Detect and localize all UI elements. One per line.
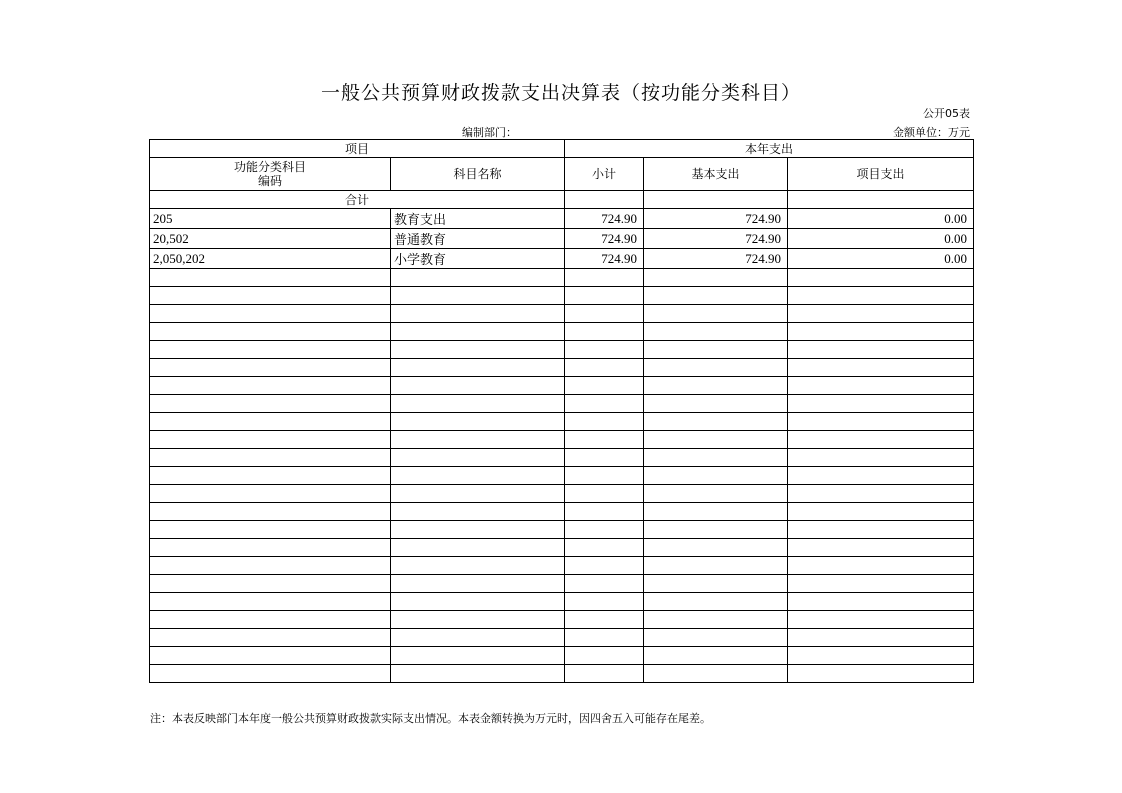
empty-cell (150, 377, 391, 395)
empty-cell (788, 395, 974, 413)
cell-subtotal: 724.90 (565, 249, 644, 269)
table-row (150, 249, 974, 269)
empty-cell (150, 593, 391, 611)
cell-code: 20,502 (150, 229, 391, 249)
empty-cell (788, 359, 974, 377)
empty-cell (788, 431, 974, 449)
page-title: 一般公共预算财政拨款支出决算表（按功能分类科目） (320, 82, 801, 104)
cell-project: 0.00 (788, 209, 974, 229)
empty-cell (644, 467, 788, 485)
empty-row (150, 629, 974, 647)
header-project: 项目支出 (788, 158, 974, 191)
empty-cell (150, 287, 391, 305)
empty-row (150, 593, 974, 611)
empty-cell (565, 611, 644, 629)
empty-cell (150, 449, 391, 467)
empty-cell (644, 485, 788, 503)
empty-cell (391, 431, 565, 449)
header-row-columns (150, 158, 974, 191)
empty-cell (788, 593, 974, 611)
empty-row (150, 431, 974, 449)
footnote: 注：本表反映部门本年度一般公共预算财政拨款实际支出情况。本表金额转换为万元时，因四舍五入可能存在尾差。 (150, 713, 711, 725)
empty-cell (565, 665, 644, 683)
empty-cell (565, 593, 644, 611)
empty-cell (565, 431, 644, 449)
empty-cell (565, 503, 644, 521)
empty-cell (644, 629, 788, 647)
empty-cell (644, 449, 788, 467)
expense-table (149, 139, 974, 683)
empty-cell (788, 467, 974, 485)
cell-project: 0.00 (788, 229, 974, 249)
table-row (150, 229, 974, 249)
empty-cell (150, 485, 391, 503)
empty-cell (565, 413, 644, 431)
empty-row (150, 575, 974, 593)
empty-cell (644, 665, 788, 683)
empty-cell (391, 395, 565, 413)
empty-cell (150, 629, 391, 647)
empty-cell (150, 557, 391, 575)
empty-cell (150, 269, 391, 287)
header-row-group (150, 140, 974, 158)
cell-code: 205 (150, 209, 391, 229)
empty-cell (150, 359, 391, 377)
empty-cell (391, 269, 565, 287)
total-subtotal (565, 191, 644, 209)
empty-row (150, 269, 974, 287)
empty-cell (391, 593, 565, 611)
empty-cell (788, 323, 974, 341)
empty-cell (391, 575, 565, 593)
empty-cell (150, 467, 391, 485)
empty-cell (788, 413, 974, 431)
header-code (150, 158, 391, 191)
empty-row (150, 287, 974, 305)
department-label: 编制部门： (462, 126, 517, 139)
cell-code: 2,050,202 (150, 249, 391, 269)
cell-basic: 724.90 (644, 209, 788, 229)
empty-row (150, 647, 974, 665)
empty-cell (391, 485, 565, 503)
empty-cell (565, 359, 644, 377)
empty-cell (644, 575, 788, 593)
empty-cell (565, 323, 644, 341)
form-number: 公开05表 (923, 107, 970, 120)
empty-cell (391, 323, 565, 341)
empty-cell (644, 521, 788, 539)
empty-cell (644, 323, 788, 341)
empty-cell (644, 413, 788, 431)
empty-cell (644, 539, 788, 557)
empty-cell (391, 341, 565, 359)
empty-cell (565, 575, 644, 593)
table-row (150, 209, 974, 229)
empty-row (150, 557, 974, 575)
amount-unit-label: 金额单位：万元 (893, 126, 970, 139)
empty-row (150, 467, 974, 485)
empty-cell (644, 377, 788, 395)
empty-row (150, 449, 974, 467)
empty-cell (644, 611, 788, 629)
empty-row (150, 395, 974, 413)
header-item-group: 项目 (150, 140, 565, 158)
empty-cell (150, 413, 391, 431)
empty-row (150, 323, 974, 341)
empty-cell (788, 575, 974, 593)
empty-cell (644, 503, 788, 521)
empty-cell (391, 377, 565, 395)
empty-cell (788, 305, 974, 323)
empty-cell (565, 305, 644, 323)
empty-cell (788, 539, 974, 557)
cell-basic: 724.90 (644, 229, 788, 249)
header-basic: 基本支出 (644, 158, 788, 191)
empty-cell (150, 539, 391, 557)
empty-cell (391, 449, 565, 467)
empty-cell (150, 575, 391, 593)
empty-cell (788, 341, 974, 359)
empty-cell (788, 611, 974, 629)
empty-cell (565, 485, 644, 503)
empty-cell (565, 557, 644, 575)
empty-cell (565, 341, 644, 359)
empty-cell (150, 521, 391, 539)
empty-cell (150, 395, 391, 413)
empty-cell (644, 557, 788, 575)
cell-subtotal: 724.90 (565, 229, 644, 249)
empty-cell (150, 323, 391, 341)
empty-row (150, 413, 974, 431)
empty-cell (788, 485, 974, 503)
empty-cell (150, 341, 391, 359)
empty-row (150, 305, 974, 323)
empty-cell (391, 557, 565, 575)
header-subtotal: 小计 (565, 158, 644, 191)
empty-cell (391, 611, 565, 629)
empty-cell (391, 305, 565, 323)
empty-cell (391, 503, 565, 521)
empty-cell (788, 521, 974, 539)
empty-cell (788, 665, 974, 683)
total-basic (644, 191, 788, 209)
empty-cell (391, 413, 565, 431)
empty-cell (150, 647, 391, 665)
empty-cell (565, 521, 644, 539)
empty-cell (788, 503, 974, 521)
empty-cell (644, 269, 788, 287)
empty-cell (391, 539, 565, 557)
cell-project: 0.00 (788, 249, 974, 269)
empty-cell (644, 395, 788, 413)
empty-cell (565, 287, 644, 305)
empty-cell (788, 629, 974, 647)
cell-name: 教育支出 (391, 209, 565, 229)
header-code-line1: 功能分类科目 (233, 160, 306, 174)
total-row (150, 191, 974, 209)
cell-name: 普通教育 (391, 229, 565, 249)
empty-cell (788, 449, 974, 467)
empty-row (150, 503, 974, 521)
empty-cell (788, 287, 974, 305)
empty-cell (565, 539, 644, 557)
empty-row (150, 521, 974, 539)
empty-cell (150, 611, 391, 629)
empty-cell (565, 449, 644, 467)
empty-row (150, 485, 974, 503)
empty-cell (391, 665, 565, 683)
empty-cell (788, 269, 974, 287)
empty-cell (565, 647, 644, 665)
empty-row (150, 377, 974, 395)
empty-cell (788, 557, 974, 575)
empty-cell (150, 665, 391, 683)
empty-cell (565, 269, 644, 287)
empty-cell (644, 287, 788, 305)
empty-cell (391, 287, 565, 305)
total-project (788, 191, 974, 209)
cell-name: 小学教育 (391, 249, 565, 269)
cell-basic: 724.90 (644, 249, 788, 269)
empty-row (150, 359, 974, 377)
empty-row (150, 341, 974, 359)
empty-cell (788, 377, 974, 395)
empty-cell (391, 521, 565, 539)
empty-cell (644, 647, 788, 665)
empty-cell (565, 629, 644, 647)
header-name: 科目名称 (391, 158, 565, 191)
cell-subtotal: 724.90 (565, 209, 644, 229)
empty-cell (150, 305, 391, 323)
empty-cell (644, 341, 788, 359)
empty-cell (391, 359, 565, 377)
total-label: 合计 (150, 191, 565, 209)
header-code-line2: 编码 (257, 174, 282, 188)
empty-cell (644, 359, 788, 377)
empty-cell (391, 629, 565, 647)
empty-cell (644, 593, 788, 611)
empty-row (150, 611, 974, 629)
empty-cell (788, 647, 974, 665)
header-expense-group: 本年支出 (565, 140, 974, 158)
empty-cell (391, 467, 565, 485)
empty-cell (644, 305, 788, 323)
empty-cell (391, 647, 565, 665)
empty-cell (565, 395, 644, 413)
empty-cell (644, 431, 788, 449)
empty-row (150, 539, 974, 557)
empty-cell (565, 377, 644, 395)
empty-cell (150, 431, 391, 449)
empty-cell (565, 467, 644, 485)
empty-cell (150, 503, 391, 521)
empty-row (150, 665, 974, 683)
